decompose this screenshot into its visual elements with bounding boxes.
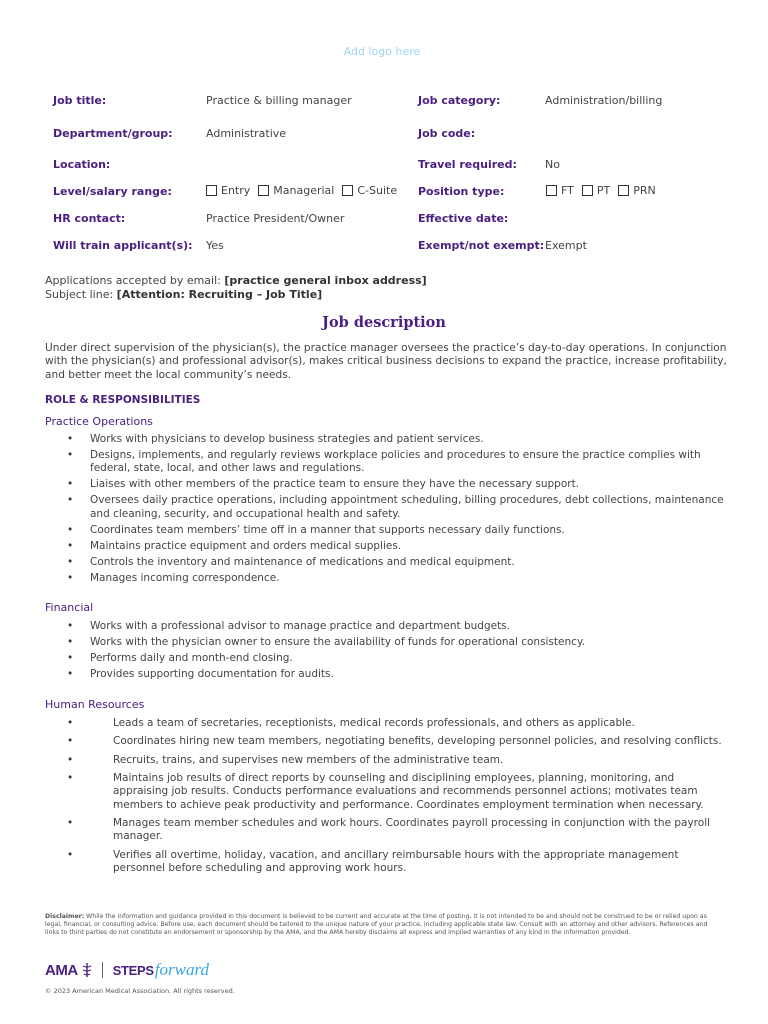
application-subject-prefix: Subject line: — [45, 288, 117, 301]
list-item: • Coordinates team members’ time off in a manner that supports necessary daily functions. — [45, 524, 735, 537]
hr-heading: Human Resources — [45, 698, 145, 711]
position-prn-checkbox[interactable] — [618, 185, 629, 196]
travel-value: No — [545, 158, 560, 171]
will-train-value: Yes — [206, 239, 224, 252]
application-email-prefix: Applications accepted by email: — [45, 274, 225, 287]
level-managerial-checkbox[interactable] — [258, 185, 269, 196]
travel-label: Travel required: — [418, 158, 517, 171]
level-label: Level/salary range: — [53, 185, 172, 198]
financial-heading: Financial — [45, 601, 94, 614]
ama-logo-text: AMA — [45, 961, 78, 979]
list-item: • Designs, implements, and regularly reviews workplace policies and procedures to ensure the practice complies with federal, state, local, and other laws and regulations. — [45, 449, 735, 476]
level-entry-checkbox[interactable] — [206, 185, 217, 196]
application-subject-line — [45, 288, 427, 302]
list-item: • Verifies all overtime, holiday, vacation, and ancillary reimbursable hours with the appropriate management personnel before scheduling and approving work hours. — [45, 849, 725, 876]
job-category-label: Job category: — [418, 94, 501, 107]
disclaimer-label: Disclaimer: — [45, 913, 85, 920]
will-train-label: Will train applicant(s): — [53, 239, 193, 252]
job-code-label: Job code: — [418, 127, 476, 140]
disclaimer — [45, 913, 715, 937]
list-item: • Recruits, trains, and supervises new members of the administrative team. — [45, 754, 725, 767]
caduceus-icon — [80, 962, 94, 978]
list-item: • Manages incoming correspondence. — [45, 572, 735, 585]
list-item: • Maintains practice equipment and orders medical supplies. — [45, 540, 735, 553]
job-category-value: Administration/billing — [545, 94, 663, 107]
application-email-line — [45, 274, 427, 288]
effective-date-label: Effective date: — [418, 212, 509, 225]
copyright: © 2023 American Medical Association. All rights reserved. — [45, 987, 235, 995]
level-options — [206, 184, 405, 197]
list-item: • Maintains job results of direct reports by counseling and disciplining employees, planning, monitoring, and appraising job results. Conducts performance evaluations and recommends personnel actions; motivates team members to achieve peak productivity and performance. Coordinates employment termination when necessary. — [45, 772, 725, 812]
roles-heading: ROLE & RESPONSIBILITIES — [45, 394, 201, 406]
list-item: • Oversees daily practice operations, including appointment scheduling, billing procedures, debt collections, maintenance and cleaning, security, and occupational health and safety. — [45, 494, 735, 521]
list-item: • Leads a team of secretaries, receptionists, medical records professionals, and others as applicable. — [45, 717, 725, 730]
department-value: Administrative — [206, 127, 287, 140]
disclaimer-text: While the information and guidance provided in this document is believed to be current and accurate at the time of posting, it is not intended to be and should not be construed to be or relied upon as legal, financial, or consulting advice. Before use, each document should be tailored to the unique nature of your practice, including applicable state law. Consult with an attorney and other advisors. References and links to third parties do not constitute an endorsement or sponsorship by the AMA, and the AMA hereby disclaims all express and implied warranties of any kind in the information provided. — [45, 913, 708, 936]
hr-contact-label: HR contact: — [53, 212, 126, 225]
exempt-value: Exempt — [545, 239, 587, 252]
level-csuite-checkbox[interactable] — [342, 185, 353, 196]
level-managerial-label: Managerial — [273, 184, 335, 197]
department-label: Department/group: — [53, 127, 173, 140]
level-csuite-label: C-Suite — [357, 184, 398, 197]
operations-heading: Practice Operations — [45, 415, 153, 428]
position-ft-label: FT — [561, 184, 574, 197]
position-pt-label: PT — [596, 184, 611, 197]
level-entry-label: Entry — [221, 184, 251, 197]
brand-logo — [45, 960, 209, 980]
operations-list — [45, 433, 735, 588]
steps-logo-text: STEPS — [112, 962, 154, 978]
application-info — [45, 274, 427, 302]
exempt-label: Exempt/not exempt: — [418, 239, 545, 252]
position-ft-checkbox[interactable] — [546, 185, 557, 196]
financial-list — [45, 620, 735, 684]
position-type-options — [546, 184, 664, 197]
list-item: • Works with a professional advisor to manage practice and department budgets. — [45, 620, 735, 633]
logo-placeholder: Add logo here — [343, 45, 421, 58]
application-subject-value: [Attention: Recruiting – Job Title] — [116, 288, 323, 301]
position-prn-label: PRN — [633, 184, 656, 197]
list-item: • Performs daily and month-end closing. — [45, 652, 735, 665]
brand-divider — [102, 962, 103, 978]
job-title-label: Job title: — [53, 94, 107, 107]
list-item: • Coordinates hiring new team members, negotiating benefits, developing personnel policies, and resolving conflicts. — [45, 735, 725, 748]
list-item: • Manages team member schedules and work hours. Coordinates payroll processing in conjunction with the payroll manager. — [45, 817, 725, 844]
job-summary: Under direct supervision of the physician(s), the practice manager oversees the practice’s day-to-day operations. In conjunction with the physician(s) and professional advisor(s), makes critical business decisions to expand the practice, increase profitability, and better meet the local community’s needs. — [45, 342, 727, 381]
page-title: Job description — [322, 314, 446, 331]
list-item: • Provides supporting documentation for audits. — [45, 668, 735, 681]
position-pt-checkbox[interactable] — [582, 185, 593, 196]
application-email-value: [practice general inbox address] — [224, 274, 427, 287]
list-item: • Controls the inventory and maintenance of medications and medical equipment. — [45, 556, 735, 569]
forward-logo-text: forward — [154, 960, 209, 979]
list-item: • Liaises with other members of the practice team to ensure they have the necessary support. — [45, 478, 735, 491]
hr-contact-value: Practice President/Owner — [206, 212, 345, 225]
location-label: Location: — [53, 158, 111, 171]
position-type-label: Position type: — [418, 185, 505, 198]
list-item: • Works with physicians to develop business strategies and patient services. — [45, 433, 735, 446]
list-item: • Works with the physician owner to ensure the availability of funds for operational consistency. — [45, 636, 735, 649]
job-title-value: Practice & billing manager — [206, 94, 352, 107]
hr-list — [45, 717, 725, 880]
